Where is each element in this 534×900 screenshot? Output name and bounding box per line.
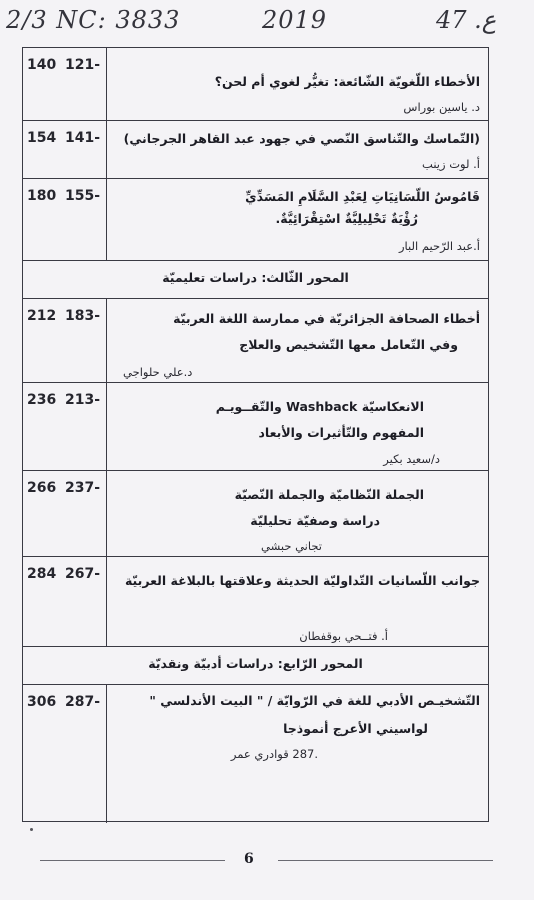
toc-entry <box>23 121 488 179</box>
page-end: 266 <box>27 480 57 496</box>
entry-title-line: جوانب اللّسانيات التّداوليّة الحديثة وعلاقتها بالبلاغة العربيّة <box>124 573 480 588</box>
page-range <box>23 685 107 823</box>
entry-title-line: قَامُوسُ اللّسَانِيَاتِ لِعَبْدِ السَّلَامِ المَسَدِّيِّ <box>245 189 480 204</box>
page-number: 6 <box>244 851 254 867</box>
stray-mark <box>30 828 33 831</box>
entry-title-line: رُؤْيَةٌ تَحْلِيلِيَّةٌ اسْتِقْرَائِيَّةٌ. <box>275 211 418 226</box>
page-range <box>23 121 107 178</box>
page-range <box>23 179 107 260</box>
page-start: 237- <box>65 480 101 496</box>
toc-entry <box>23 48 488 121</box>
entry-author: د.علي حلواجي <box>123 365 193 379</box>
page-end: 284 <box>27 566 57 582</box>
toc-entry <box>23 179 488 261</box>
section-title: المحور الثّالث: دراسات تعليميّة <box>162 270 349 285</box>
page-start: 287- <box>65 694 101 710</box>
handwritten-issue-number: ع. 47 <box>436 6 497 34</box>
footer-rule-left <box>40 860 225 861</box>
entry-author: أ. فتــحي بوقفطان <box>299 629 388 643</box>
toc-entry <box>23 557 488 647</box>
page-range <box>23 48 107 120</box>
entry-author: د/سعيد بكير <box>383 452 440 466</box>
page-start: 183- <box>65 308 101 324</box>
entry-body <box>107 471 488 556</box>
page-start: 213- <box>65 392 101 408</box>
page-end: 212 <box>27 308 57 324</box>
toc-entry <box>23 383 488 471</box>
entry-body <box>107 685 488 823</box>
section-title: المحور الرّابع: دراسات أدبيّة ونقديّة <box>148 656 363 671</box>
page-range <box>23 471 107 556</box>
entry-body <box>107 179 488 260</box>
entry-title-line: وفي التّعامل معها التّشخيص والعلاج <box>239 337 458 352</box>
entry-author: .287 قوادري عمر <box>230 747 318 761</box>
entry-author: أ. لوت زينب <box>422 157 480 171</box>
page-start: 141- <box>65 130 101 146</box>
table-of-contents <box>22 47 489 822</box>
entry-body <box>107 121 488 178</box>
entry-title-line: أخطاء الصحافة الجزائريّة في ممارسة اللغة العربيّة <box>173 311 480 326</box>
entry-title-line: دراسة وصفيّة تحليليّة <box>250 513 380 528</box>
section-heading-row <box>23 647 488 685</box>
entry-title-line: لواسيني الأعرج أنموذجا <box>283 721 428 736</box>
entry-title-line: التّشخيـص الأدبي للغة في الرّوايّة / " البيت الأندلسي " <box>149 693 480 708</box>
handwritten-catalog-number: 2/3 NC: 3833 <box>6 6 181 34</box>
page-range <box>23 299 107 382</box>
entry-author: أ.عبد الرّحيم البار <box>398 239 480 253</box>
handwritten-year: 2019 <box>262 6 328 34</box>
page-start: 155- <box>65 188 101 204</box>
footer-rule-right <box>278 860 493 861</box>
page-end: 236 <box>27 392 57 408</box>
entry-title-line: الجملة النّظاميّة والجملة النّصيّة <box>234 487 424 502</box>
entry-title-line: الأخطاء اللّغويّة الشّائعة: تغيُّر لغوي أم لحن؟ <box>214 74 480 89</box>
entry-body <box>107 383 488 470</box>
page-end: 306 <box>27 694 57 710</box>
entry-body <box>107 48 488 120</box>
page-start: 121- <box>65 57 101 73</box>
section-heading-row <box>23 261 488 299</box>
entry-title-line: (التّماسك والتّناسق النّصي في جهود عبد القاهر الجرجاني) <box>123 131 480 146</box>
page-range <box>23 557 107 646</box>
toc-entry <box>23 299 488 383</box>
entry-title-line: المفهوم والتّأثيرات والأبعاد <box>258 425 424 440</box>
page-end: 180 <box>27 188 57 204</box>
entry-author: د. ياسين بوراس <box>403 100 480 114</box>
toc-entry <box>23 685 488 823</box>
entry-body <box>107 299 488 382</box>
page-end: 140 <box>27 57 57 73</box>
page-start: 267- <box>65 566 101 582</box>
entry-title-line: الانعكاسيّة Washback والتّقــويـم <box>215 399 424 414</box>
page-range <box>23 383 107 470</box>
toc-entry <box>23 471 488 557</box>
entry-author: تجاني حبشي <box>261 539 322 553</box>
page-end: 154 <box>27 130 57 146</box>
entry-body <box>107 557 488 646</box>
